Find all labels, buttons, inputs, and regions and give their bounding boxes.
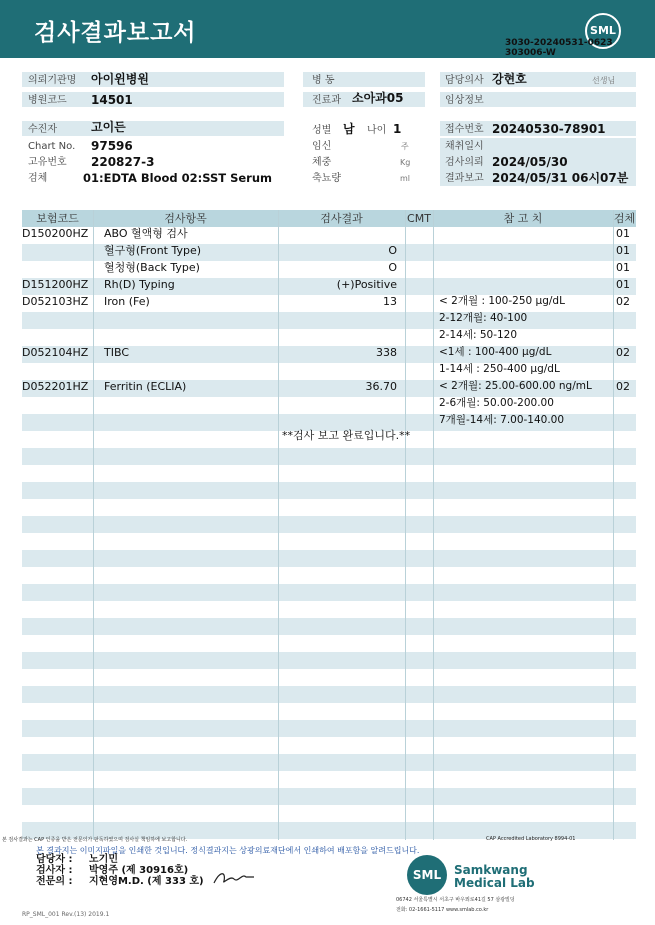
cell-code: D052104HZ bbox=[22, 346, 89, 359]
row-stripe bbox=[22, 720, 636, 737]
hospital-value: 아이윈병원 bbox=[91, 72, 149, 86]
row-stripe bbox=[22, 788, 636, 805]
row-stripe bbox=[22, 754, 636, 771]
cell-ref: 2-12개월: 40-100 bbox=[439, 312, 528, 324]
col-header-item: 검사항목 bbox=[164, 212, 207, 225]
cell-ref: 2-14세: 50-120 bbox=[439, 329, 518, 341]
department-label: 진료과 bbox=[312, 95, 341, 106]
column-divider bbox=[93, 210, 94, 840]
row-stripe bbox=[22, 584, 636, 601]
cell-ref: < 2개월 : 100-250 µg/dL bbox=[439, 295, 565, 307]
pregnancy-label: 임신 bbox=[312, 141, 332, 152]
id-value: 220827-3 bbox=[91, 155, 155, 169]
cell-spec: 01 bbox=[616, 244, 630, 257]
hospital-code-label: 병원코드 bbox=[28, 95, 67, 106]
row-stripe bbox=[22, 482, 636, 499]
lab-name-line1: Samkwang bbox=[454, 863, 528, 877]
row-stripe bbox=[22, 312, 636, 329]
cell-item: Iron (Fe) bbox=[104, 295, 150, 308]
report-date-label: 결과보고 bbox=[445, 173, 484, 184]
chart-label: Chart No. bbox=[28, 141, 76, 152]
specialist-label: 전문의 : bbox=[36, 876, 73, 887]
lab-name-line2: Medical Lab bbox=[454, 876, 535, 890]
urine-label: 축뇨량 bbox=[312, 173, 341, 184]
clinical-info-label: 임상정보 bbox=[445, 95, 484, 106]
barcode-number: 3030-20240531-0623 bbox=[505, 38, 613, 48]
cell-spec: 02 bbox=[616, 295, 630, 308]
id-label: 고유번호 bbox=[28, 157, 67, 168]
sml-logo-icon: SML bbox=[585, 13, 621, 49]
cell-spec: 01 bbox=[616, 261, 630, 274]
cell-spec: 01 bbox=[616, 278, 630, 291]
cell-spec: 02 bbox=[616, 380, 630, 393]
department-value: 소아과05 bbox=[352, 91, 404, 105]
sml-footer-logo-icon: SML bbox=[407, 855, 447, 895]
cell-result: 338 bbox=[376, 346, 397, 359]
barcode-suffix: 303006-W bbox=[505, 48, 556, 58]
patient-label: 수진자 bbox=[28, 124, 57, 135]
cell-code: D052201HZ bbox=[22, 380, 89, 393]
row-stripe bbox=[22, 448, 636, 465]
doctor-value: 강현호 bbox=[492, 72, 527, 86]
cell-result: O bbox=[388, 261, 397, 274]
cell-code: D151200HZ bbox=[22, 278, 89, 291]
specialist-value: 지현영M.D. (제 333 호) bbox=[89, 876, 204, 887]
sex-value: 남 bbox=[343, 122, 355, 136]
report-date-value: 2024/05/31 06시07분 bbox=[492, 171, 629, 185]
patient-value: 고이든 bbox=[91, 120, 126, 134]
cell-result: 36.70 bbox=[365, 380, 397, 393]
cap-footnote: 본 검사결과는 CAP 인증을 받은 전문의가 판독하였으며 검사실 책임하에 보고합니다. bbox=[2, 837, 188, 843]
completion-note: **검사 보고 완료입니다.** bbox=[282, 429, 411, 442]
report-header bbox=[0, 0, 655, 58]
reception-label: 접수번호 bbox=[445, 124, 484, 135]
cell-item: 혈청형(Back Type) bbox=[104, 261, 200, 274]
weight-unit: Kg bbox=[400, 158, 411, 167]
cell-result: (+)Positive bbox=[336, 278, 397, 291]
cell-ref: 2-6개월: 50.00-200.00 bbox=[439, 397, 554, 409]
row-stripe bbox=[22, 516, 636, 533]
weight-label: 체중 bbox=[312, 157, 332, 168]
specimen-value: 01:EDTA Blood 02:SST Serum bbox=[83, 171, 273, 185]
cell-item: ABO 혈액형 검사 bbox=[104, 227, 188, 240]
examiner-label: 검사자 : bbox=[36, 865, 73, 876]
cell-item: Ferritin (ECLIA) bbox=[104, 380, 187, 393]
cell-result: 13 bbox=[383, 295, 397, 308]
col-header-code: 보험코드 bbox=[36, 212, 79, 225]
age-value: 1 bbox=[393, 122, 402, 136]
urine-unit: ml bbox=[400, 174, 411, 183]
col-header-cmt: CMT bbox=[407, 212, 431, 225]
row-stripe bbox=[22, 618, 636, 635]
collection-label: 채취일시 bbox=[445, 141, 484, 152]
form-code: RP_SML_001 Rev.(13) 2019.1 bbox=[22, 911, 110, 918]
hospital-label: 의뢰기관명 bbox=[28, 75, 77, 86]
column-divider bbox=[613, 210, 614, 840]
info-band bbox=[22, 121, 284, 136]
print-notice: 본 결과지는 이미지파일을 인쇄한 것입니다. 정식결과지는 상광의료재단에서 인쇄하여 배포함을 알려드립니다. bbox=[36, 846, 420, 855]
row-stripe bbox=[22, 652, 636, 669]
cell-item: Rh(D) Typing bbox=[104, 278, 175, 291]
lab-address: 06742 서울특별시 서초구 바우뫼로41길 57 삼광빌딩 bbox=[396, 897, 515, 903]
specimen-label: 검체 bbox=[28, 173, 48, 184]
cell-ref: 1-14세 : 250-400 µg/dL bbox=[439, 363, 560, 375]
cell-item: 혈구형(Front Type) bbox=[104, 244, 202, 257]
cell-ref: 7개월-14세: 7.00-140.00 bbox=[439, 414, 565, 426]
doctor-suffix: 선생님 bbox=[592, 76, 616, 85]
row-stripe bbox=[22, 550, 636, 567]
sex-label: 성별 bbox=[312, 125, 332, 136]
col-header-reference: 참 고 치 bbox=[503, 212, 543, 225]
col-header-specimen: 검체 bbox=[613, 212, 636, 225]
cell-item: TIBC bbox=[104, 346, 129, 359]
age-label: 나이 bbox=[367, 125, 387, 136]
pregnancy-unit: 주 bbox=[401, 142, 409, 151]
chart-value: 97596 bbox=[91, 139, 133, 153]
row-stripe bbox=[22, 686, 636, 703]
cell-result: O bbox=[388, 244, 397, 257]
cell-code: D052103HZ bbox=[22, 295, 89, 308]
reception-value: 20240530-78901 bbox=[492, 122, 606, 136]
reporter-value: 노기민 bbox=[89, 854, 118, 865]
column-divider bbox=[278, 210, 279, 840]
lab-phone: 전화: 02-1661-5117 www.smlab.co.kr bbox=[396, 907, 489, 913]
cell-spec: 01 bbox=[616, 227, 630, 240]
hospital-code-value: 14501 bbox=[91, 93, 133, 107]
doctor-label: 담당의사 bbox=[445, 75, 484, 86]
request-label: 검사의뢰 bbox=[445, 157, 484, 168]
cap-accreditation: CAP Accredited Laboratory 8994-01 bbox=[486, 836, 576, 842]
cell-spec: 02 bbox=[616, 346, 630, 359]
col-header-result: 검사결과 bbox=[320, 212, 363, 225]
reporter-label: 담당자 : bbox=[36, 854, 73, 865]
examiner-value: 박영주 (제 30916호) bbox=[89, 865, 189, 876]
signature-icon bbox=[212, 869, 256, 887]
cell-code: D150200HZ bbox=[22, 227, 89, 240]
cell-ref: <1세 : 100-400 µg/dL bbox=[439, 346, 552, 358]
report-title: 검사결과보고서 bbox=[34, 20, 197, 46]
ward-label: 병 동 bbox=[312, 75, 335, 86]
request-value: 2024/05/30 bbox=[492, 155, 568, 169]
cell-ref: < 2개월: 25.00-600.00 ng/mL bbox=[439, 380, 592, 392]
column-divider bbox=[405, 210, 406, 840]
column-divider bbox=[433, 210, 434, 840]
